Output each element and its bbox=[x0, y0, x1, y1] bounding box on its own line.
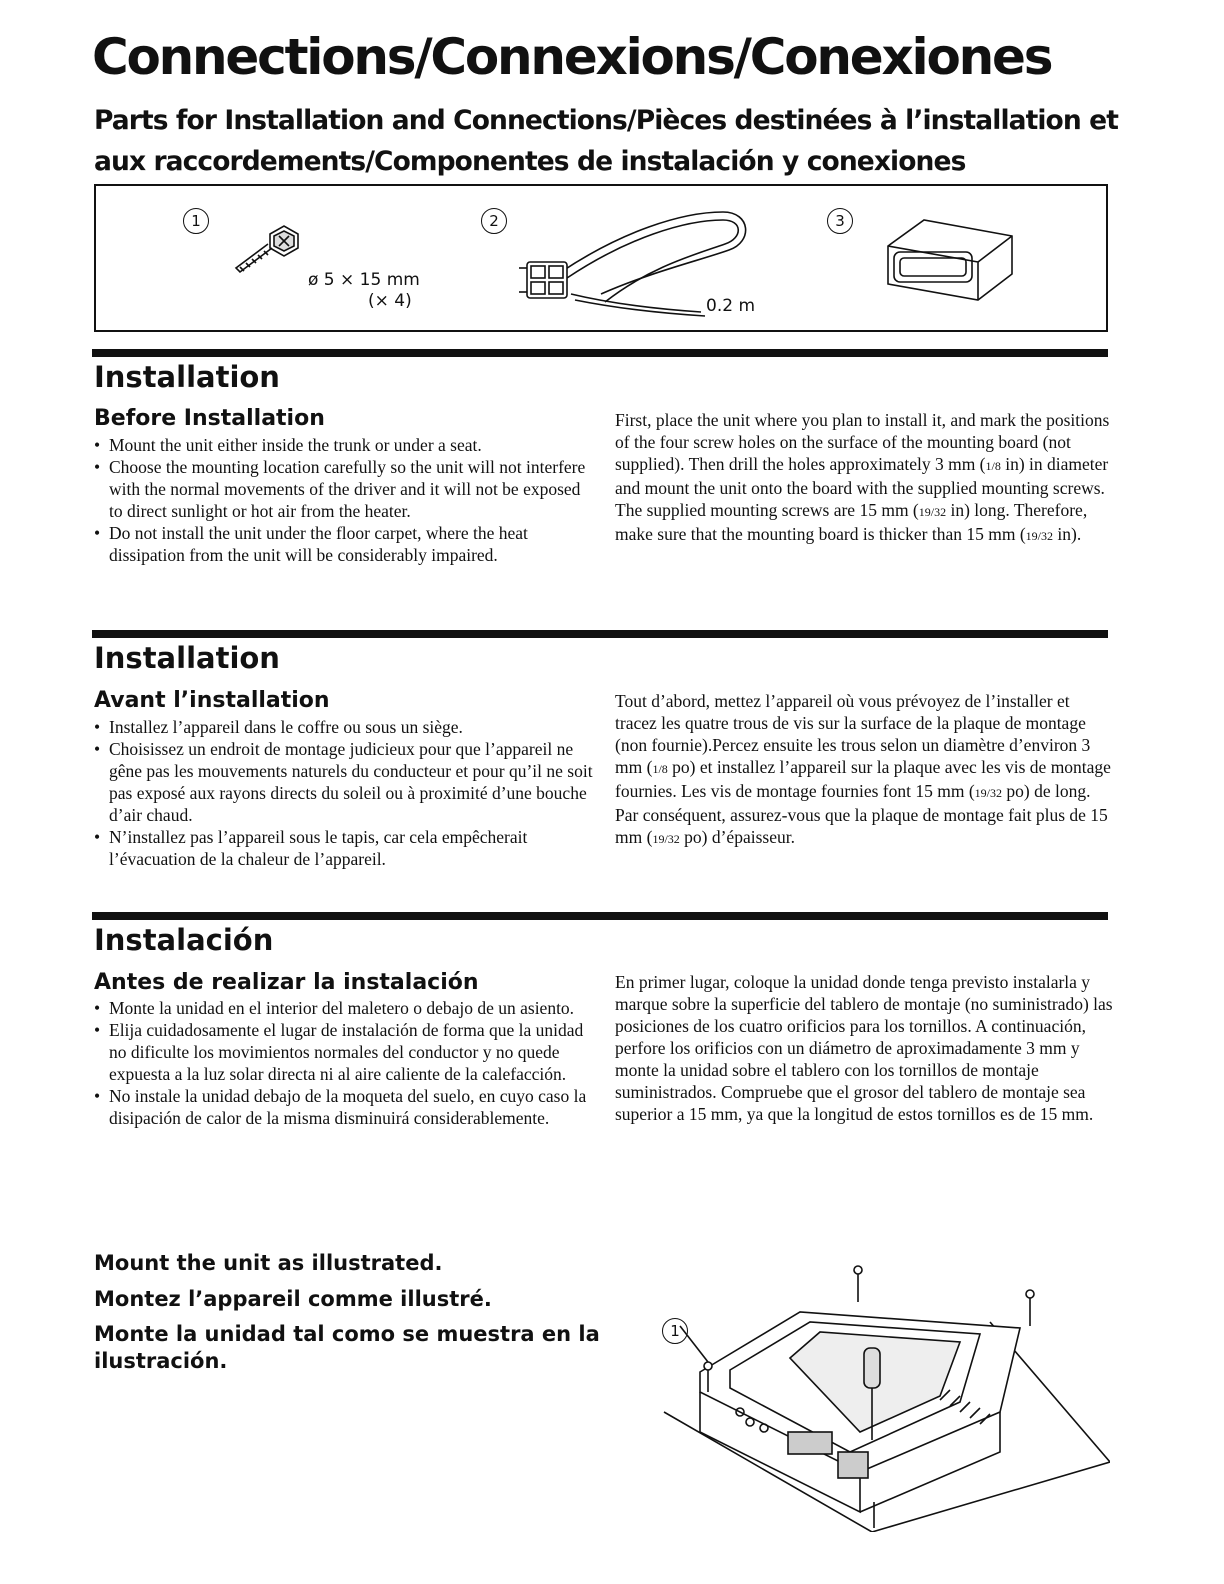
part-number-2: 2 bbox=[481, 208, 507, 234]
section-title-es: Instalación bbox=[94, 923, 274, 957]
list-item: • Elija cuidadosamente el lugar de instalación de forma que la unidad no dificulte los movimientos normales del conductor y no quede expuesta a la luz solar directa ni al aire caliente de la calefacción. bbox=[94, 1019, 594, 1085]
section-title-fr: Installation bbox=[94, 641, 280, 675]
section-rule-en bbox=[92, 349, 1108, 357]
page-subtitle: Parts for Installation and Connections/Pièces destinées à l’installation et aux raccordements/Componentes de instalación y conexiones bbox=[94, 105, 1118, 177]
list-item: • N’installez pas l’appareil sous le tapis, car cela empêcherait l’évacuation de la chaleur de l’appareil. bbox=[94, 826, 594, 870]
section-subtitle-fr: Avant l’installation bbox=[94, 688, 330, 713]
paragraph-es: En primer lugar, coloque la unidad donde tenga previsto instalarla y marque sobre la superficie del tablero de montaje (no suministrado) las posiciones de los cuatro orificios para los tornillos. A continuación, perfore los orificios con un diámetro de aproximadamente 3 mm y monte la unidad sobre el tablero con los tornillos de montaje suministrados. Compruebe que el grosor del tablero de montaje sea superior a 15 mm, ya que la longitud de estos tornillos es de 15 mm. bbox=[615, 972, 1113, 1124]
part-number-3: 3 bbox=[827, 208, 853, 234]
section-subtitle-es: Antes de realizar la instalación bbox=[94, 970, 479, 995]
section-title-en: Installation bbox=[94, 360, 280, 394]
paragraph-en: First, place the unit where you plan to install it, and mark the positions of the four screw holes on the surface of the mounting board (not supplied). Then drill the holes approximately 3 mm (1/8 in) in diameter and mount the unit onto the board with the supplied mounting screws. The supplied mounting screws are 15 mm (19/32 in) long. Therefore, make sure that the mounting board is thicker than 15 mm (19/32 in). bbox=[615, 410, 1110, 544]
list-item: • Choisissez un endroit de montage judicieux pour que l’appareil ne gêne pas les mouvements naturels du conducteur et pour qu’il ne soit pas exposé aux rayons directs du soleil ou à proximité d’une bouche d’air chaud. bbox=[94, 738, 594, 826]
mount-instruction-es: Monte la unidad tal como se muestra en la ilustración. bbox=[94, 1322, 600, 1373]
list-item: • Do not install the unit under the floor carpet, where the heat dissipation from the unit will be considerably impaired. bbox=[94, 522, 594, 566]
parts-box bbox=[94, 184, 1108, 332]
bullet-list-en bbox=[94, 434, 594, 566]
screw-icon bbox=[228, 222, 308, 282]
section-rule-fr bbox=[92, 630, 1108, 638]
section-subtitle-en: Before Installation bbox=[94, 406, 325, 431]
screw-quantity: (× 4) bbox=[368, 291, 412, 311]
list-item: • No instale la unidad debajo de la moqueta del suelo, en cuyo caso la disipación de calor de la misma disminuirá considerablemente. bbox=[94, 1085, 594, 1129]
list-item: • Installez l’appareil dans le coffre ou sous un siège. bbox=[94, 716, 594, 738]
illustration-callout-1: 1 bbox=[662, 1318, 688, 1344]
section-rule-es bbox=[92, 912, 1108, 920]
mount-instruction-en: Mount the unit as illustrated. bbox=[94, 1251, 443, 1275]
list-item: • Mount the unit either inside the trunk or under a seat. bbox=[94, 434, 594, 456]
bullet-list-es bbox=[94, 997, 594, 1129]
paragraph-fr: Tout d’abord, mettez l’appareil où vous prévoyez de l’installer et tracez les quatre trous de vis sur la surface de la plaque de montage (non fournie).Percez ensuite les trous selon un diamètre d’environ 3 mm (1/8 po) et installez l’appareil sur la plaque avec les vis de montage fournies. Les vis de montage fournies font 15 mm (19/32 po) de long. Par conséquent, assurez-vous que la plaque de montage fait plus de 15 mm (19/32 po) d’épaisseur. bbox=[615, 691, 1111, 847]
mount-instruction-fr: Montez l’appareil comme illustré. bbox=[94, 1287, 492, 1311]
bullet-list-fr bbox=[94, 716, 594, 870]
amplifier-mounting-illustration bbox=[660, 1262, 1110, 1532]
connector-sleeve-icon bbox=[882, 212, 1016, 306]
screw-size: ø 5 × 15 mm bbox=[308, 270, 420, 290]
list-item: • Choose the mounting location carefully so the unit will not interfere with the normal movements of the driver and it will not be exposed to direct sunlight or hot air from the heater. bbox=[94, 456, 594, 522]
page-title: Connections/Connexions/Conexiones bbox=[92, 28, 1052, 86]
part-number-1: 1 bbox=[183, 208, 209, 234]
cable-length: 0.2 m bbox=[706, 296, 755, 316]
list-item: • Monte la unidad en el interior del maletero o debajo de un asiento. bbox=[94, 997, 594, 1019]
